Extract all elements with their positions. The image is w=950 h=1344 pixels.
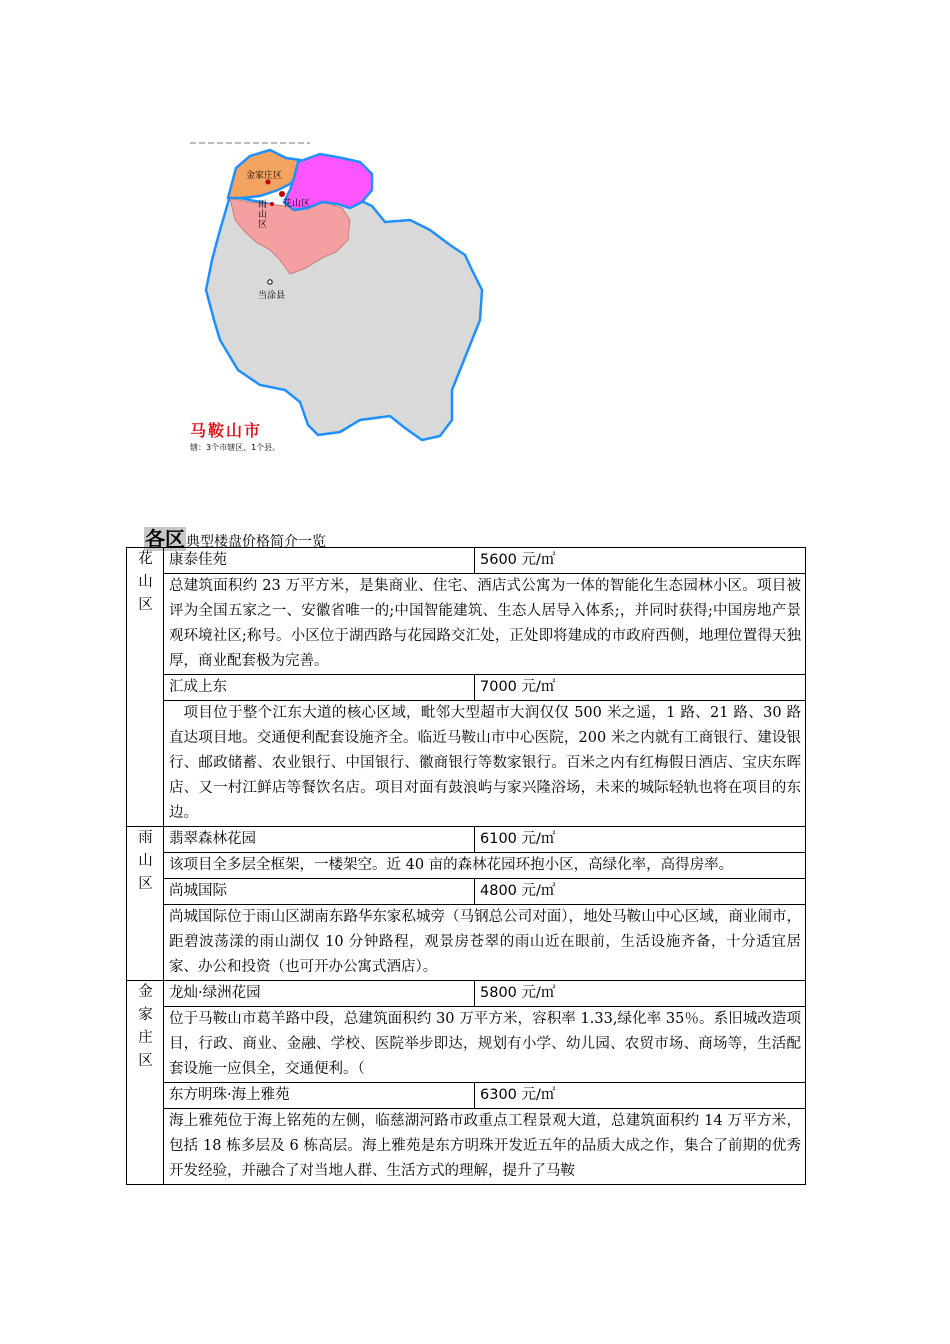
- map-marker-dangtu: [268, 280, 272, 284]
- project-description: 位于马鞍山市葛羊路中段，总建筑面积约 30 万平方米，容积率 1.33,绿化率 35％。系旧城改造项目，行政、商业、金融、学校、医院举步即达，规划有小学、幼儿园、农贸市场、商场等，生活配套设施一应俱全，交通便利。（: [164, 1007, 806, 1083]
- project-price: 5800 元/㎡: [475, 981, 806, 1007]
- table-row: [127, 1109, 806, 1185]
- table-row: [127, 827, 806, 853]
- project-name: 龙灿·绿洲花园: [164, 981, 475, 1007]
- map-marker-yushan: [270, 202, 274, 206]
- project-price: 4800 元/㎡: [475, 879, 806, 905]
- map-note: 辖：3个市辖区、1个县。: [190, 443, 281, 452]
- project-name: 东方明珠·海上雅苑: [164, 1083, 475, 1109]
- table-row: [127, 1083, 806, 1109]
- district-map: [190, 140, 520, 460]
- project-name: 汇成上东: [164, 675, 475, 701]
- map-label-jinjiazhuang: 金家庄区: [246, 171, 283, 181]
- table-row: [127, 1007, 806, 1083]
- table-row: [127, 905, 806, 981]
- heading-text: 典型楼盘价格简介一览: [186, 534, 326, 550]
- heading-highlight: 各区: [145, 527, 185, 551]
- district-cell-yushan: 雨山区: [127, 827, 164, 981]
- project-price: 6100 元/㎡: [475, 827, 806, 853]
- project-price: 6300 元/㎡: [475, 1083, 806, 1109]
- map-title: 马鞍山市: [190, 421, 263, 440]
- map-graphic: [190, 140, 520, 460]
- map-label-huashan: 花山区: [283, 199, 311, 209]
- project-description: 项目位于整个江东大道的核心区域，毗邻大型超市大润仅仅 500 米之遥，1 路、21 路、30 路直达项目地。交通便利配套设施齐全。临近马鞍山市中心医院，200 米之内就有工商银行、建设银行、邮政储蓄、农业银行、中国银行、徽商银行等数家银行。百米之内有红梅假日酒店、宝庆东晖店、又一村江鲜店等餐饮名店。项目对面有鼓浪屿与家兴隆浴场，未来的城际轻轨也将在项目的东边。: [164, 701, 806, 827]
- table-row: [127, 879, 806, 905]
- table-row: [127, 675, 806, 701]
- map-faded-caption: [190, 140, 310, 146]
- project-price: 7000 元/㎡: [475, 675, 806, 701]
- project-name: 尚城国际: [164, 879, 475, 905]
- project-description: 总建筑面积约 23 万平方米，是集商业、住宅、酒店式公寓为一体的智能化生态园林小区。项目被评为全国五家之一、安徽省唯一的;中国智能建筑、生态人居导入体系;，并同时获得;中国房地产景观环境社区;称号。小区位于湖西路与花园路交汇处，正处即将建成的市政府西侧，地理位置得天独厚，商业配套极为完善。: [164, 574, 806, 675]
- project-description: 尚城国际位于雨山区湖南东路华东家私城旁（马钢总公司对面），地处马鞍山中心区域，商业闹市，距碧波荡漾的雨山湖仅 10 分钟路程，观景房苍翠的雨山近在眼前，生活设施齐备，十分适宜居家、办公和投资（也可开办公寓式酒店）。: [164, 905, 806, 981]
- project-description: 该项目全多层全框架，一楼架空。近 40 亩的森林花园环抱小区，高绿化率，高得房率。: [164, 853, 806, 879]
- project-name: 康泰佳苑: [164, 548, 475, 574]
- table-row: [127, 548, 806, 574]
- district-cell-jinjiazhuang: 金家庄区: [127, 981, 164, 1185]
- table-row: [127, 574, 806, 675]
- price-table: [126, 547, 806, 1185]
- project-name: 翡翠森林花园: [164, 827, 475, 853]
- district-cell-huashan: 花山区: [127, 548, 164, 827]
- table-row: [127, 701, 806, 827]
- table-row: [127, 981, 806, 1007]
- map-label-yushan: 雨山区: [258, 200, 268, 230]
- map-label-dangtu: 当涂县: [258, 291, 286, 301]
- project-price: 5600 元/㎡: [475, 548, 806, 574]
- table-row: [127, 853, 806, 879]
- project-description: 海上雅苑位于海上铭苑的左侧，临慈湖河路市政重点工程景观大道，总建筑面积约 14 万平方米，包括 18 栋多层及 6 栋高层。海上雅苑是东方明珠开发近五年的品质大成之作，集合了前期的优秀开发经验，并融合了对当地人群、生活方式的理解，提升了马鞍: [164, 1109, 806, 1185]
